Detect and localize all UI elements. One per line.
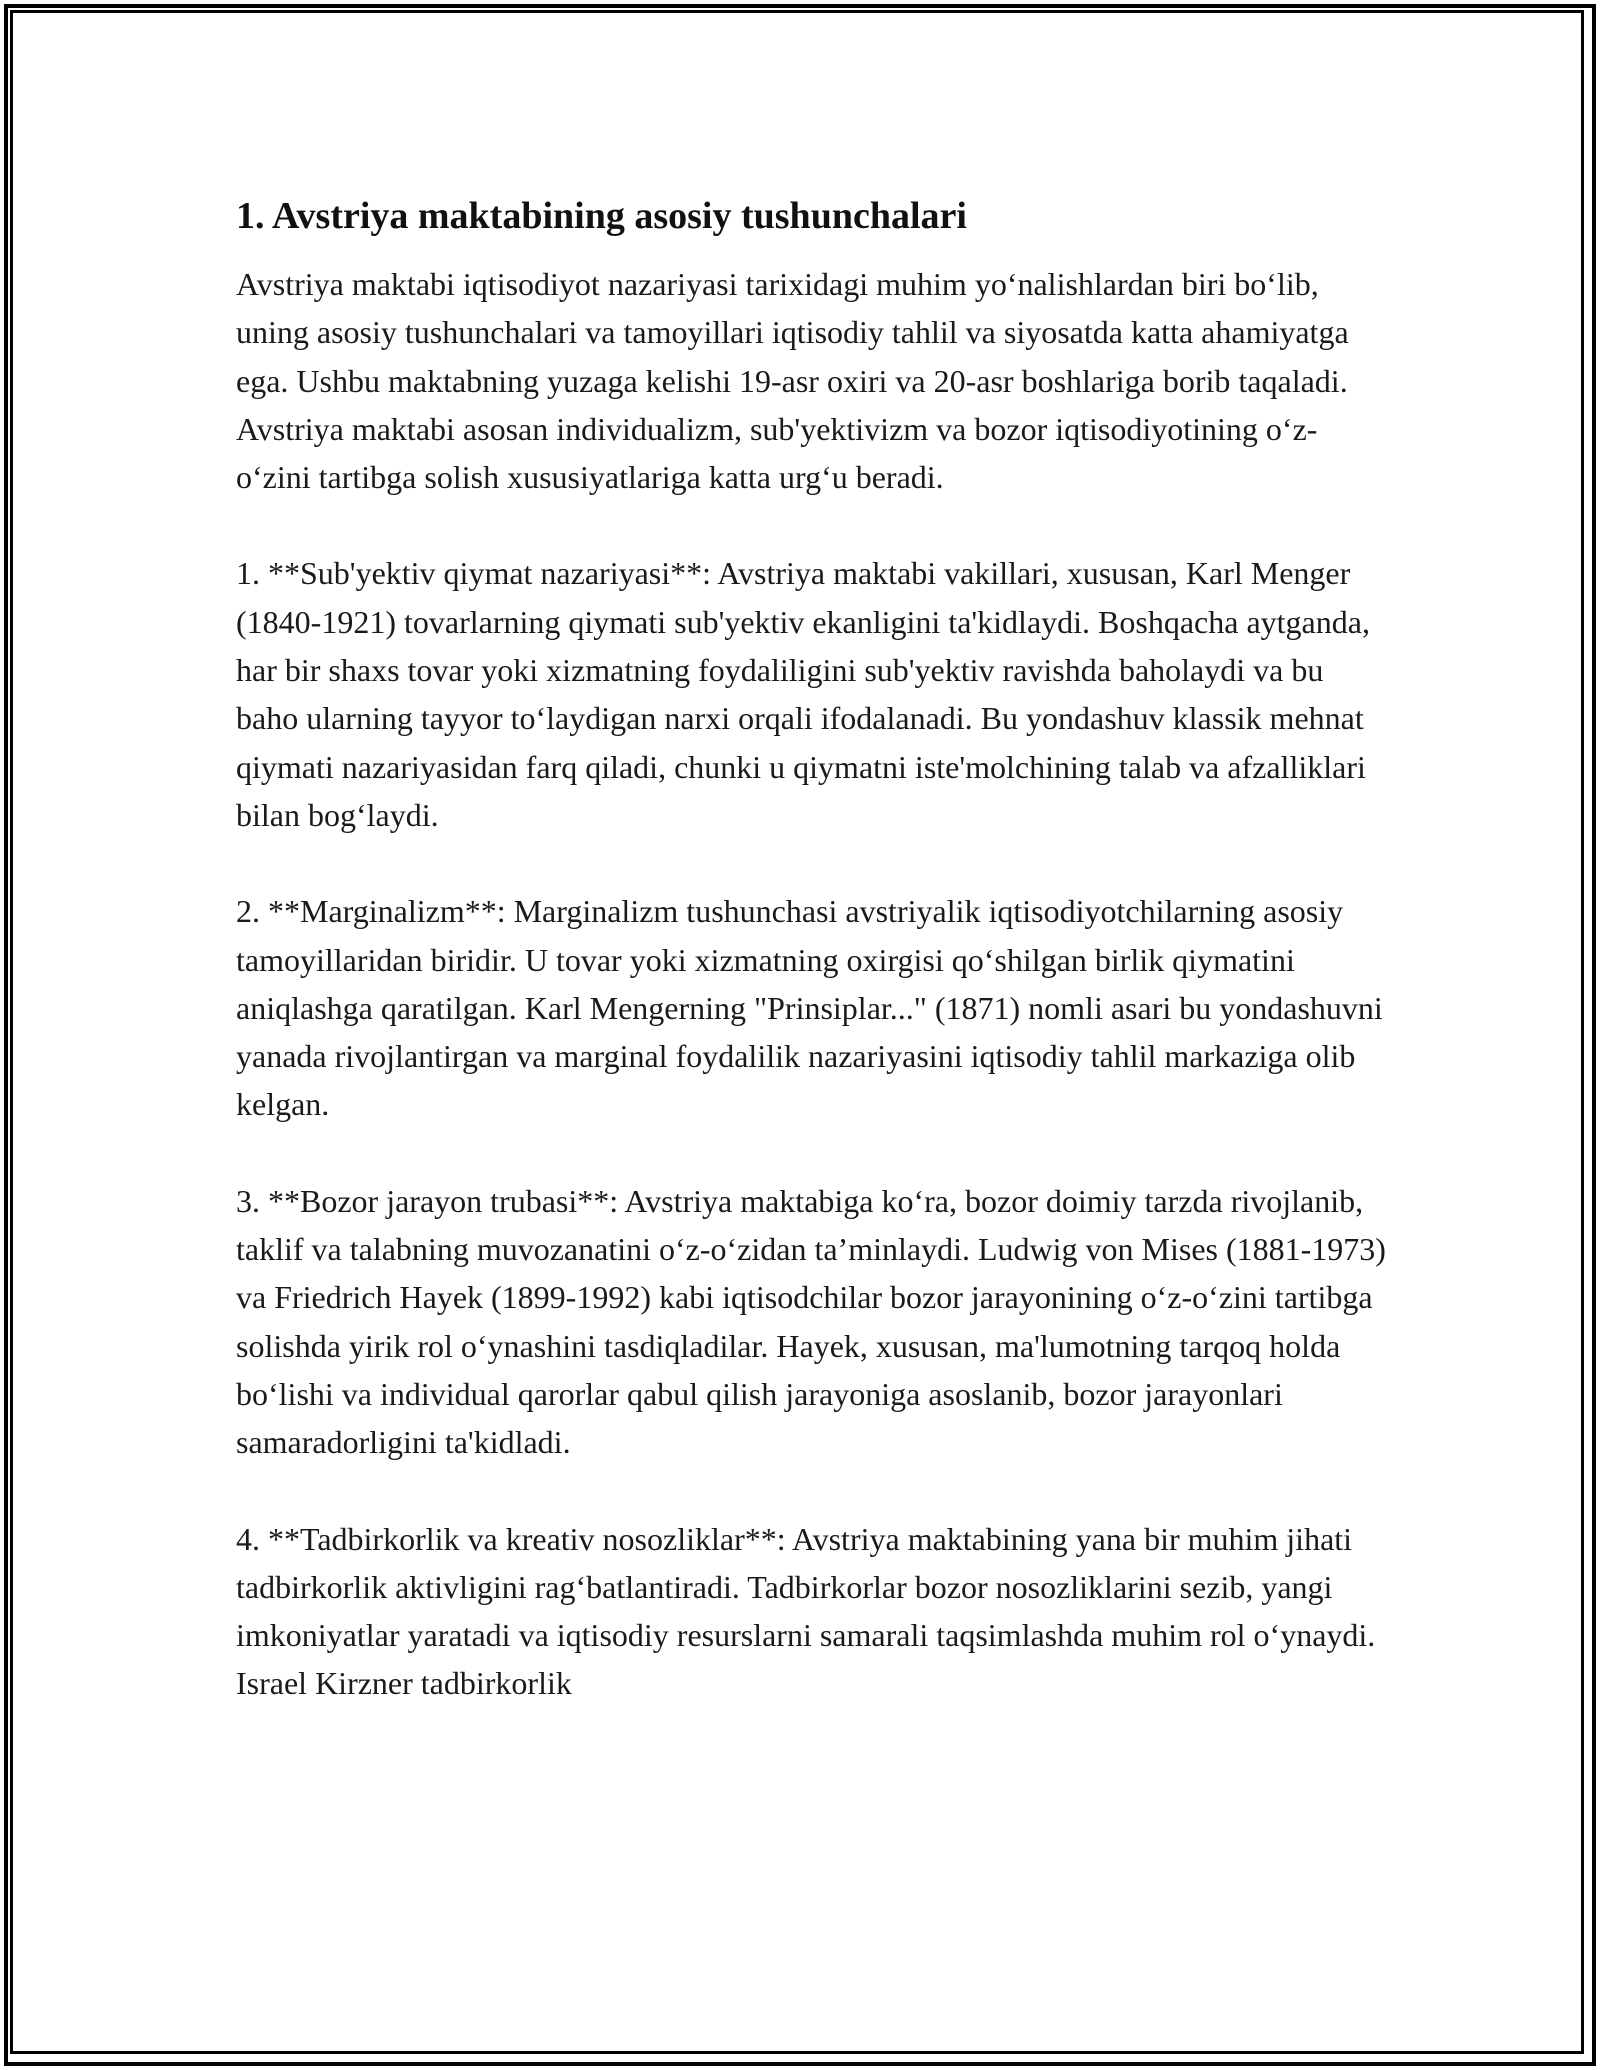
paragraph-entrepreneurship: 4. **Tadbirkorlik va kreativ nosozliklar**: Avstriya maktabining yana bir muhim jihati tadbirkorlik aktivligini rag‘batlantiradi. Tadbirkorlar bozor nosozliklarini sezib, yangi imkoniyatlar yaratadi va iqtisodiy resurslarni samarali taqsimlashda muhim rol o‘ynaydi. Israel Kirzner tadbirkorlik: [236, 1520, 1376, 1702]
section-heading: 1. Avstriya maktabining asosiy tushunchalari: [236, 195, 967, 237]
paragraph-subjective-value: 1. **Sub'yektiv qiymat nazariyasi**: Avstriya maktabi vakillari, xususan, Karl Menger (1840-1921) tovarlarning qiymati sub'yektiv ekanligini ta'kidlaydi. Boshqacha aytganda, har bir shaxs tovar yoki xizmatning foydaliligini sub'yektiv ravishda baholaydi va bu baho ularning tayyor to‘laydigan narxi orqali ifodalanadi. Bu yondashuv klassik mehnat qiymati nazariyasidan farq qiladi, chunki u qiymatni iste'molchining talab va afzalliklari bilan bog‘laydi.: [236, 555, 1370, 833]
intro-paragraph: Avstriya maktabi iqtisodiyot nazariyasi tarixidagi muhim yo‘nalishlardan biri bo‘lib, uning asosiy tushunchalari va tamoyillari iqtisodiy tahlil va siyosatda katta ahamiyatga ega. Ushbu maktabning yuzaga kelishi 19-asr oxiri va 20-asr boshlariga borib taqaladi. Avstriya maktabi asosan individualizm, sub'yektivizm va bozor iqtisodiyotining o‘z-o‘zini tartibga solish xususiyatlariga katta urg‘u beradi.: [236, 266, 1349, 496]
document-body: [236, 188, 1386, 1756]
paragraph-marginalism: 2. **Marginalizm**: Marginalizm tushunchasi avstriyalik iqtisodiyotchilarning asosiy tamoyillaridan biridir. U tovar yoki xizmatning oxirgisi qo‘shilgan birlik qiymatini aniqlashga qaratilgan. Karl Mengerning "Prinsiplar..." (1871) nomli asari bu yondashuvni yanada rivojlantirgan va marginal foydalilik nazariyasini iqtisodiy tahlil markaziga olib kelgan.: [236, 893, 1383, 1123]
paragraph-market-process: 3. **Bozor jarayon trubasi**: Avstriya maktabiga ko‘ra, bozor doimiy tarzda rivojlanib, taklif va talabning muvozanatini o‘z-o‘zidan ta’minlaydi. Ludwig von Mises (1881-1973) va Friedrich Hayek (1899-1992) kabi iqtisodchilar bozor jarayonining o‘z-o‘zini tartibga solishda yirik rol o‘ynashini tasdiqladilar. Hayek, xususan, ma'lumotning tarqoq holda bo‘lishi va individual qarorlar qabul qilish jarayoniga asoslanib, bozor jarayonlari samaradorligini ta'kidladi.: [236, 1182, 1386, 1461]
